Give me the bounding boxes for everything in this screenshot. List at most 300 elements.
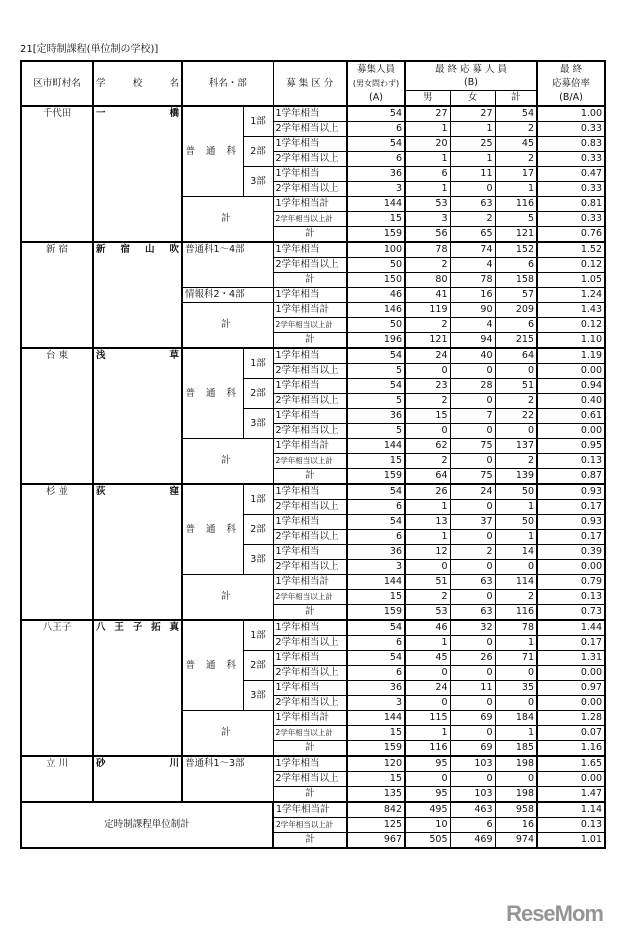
cell-total: 14 — [495, 544, 537, 559]
cell-ratio: 0.00 — [537, 665, 605, 680]
cell-ratio: 1.44 — [537, 620, 605, 636]
cell-capacity: 5 — [347, 423, 405, 438]
category-label: 1学年相当 — [273, 650, 347, 665]
cell-capacity: 36 — [347, 166, 405, 181]
cell-male: 24 — [405, 348, 450, 364]
school-name-char: 吹 — [169, 243, 179, 255]
cell-ratio: 0.93 — [537, 484, 605, 500]
category-label: 2学年相当以上 — [273, 665, 347, 680]
cell-female: 0 — [450, 529, 495, 544]
category-label: 1学年相当 — [273, 378, 347, 393]
cell-capacity: 144 — [347, 574, 405, 589]
cell-total: 2 — [495, 453, 537, 468]
cell-capacity: 6 — [347, 665, 405, 680]
category-label: 計 — [273, 272, 347, 287]
cell-capacity: 6 — [347, 499, 405, 514]
cell-capacity: 15 — [347, 453, 405, 468]
school-name-char: 王 — [114, 621, 124, 633]
cell-ratio: 0.12 — [537, 317, 605, 332]
school-name-char: 砂 — [96, 757, 106, 769]
category-label: 2学年相当以上 — [273, 499, 347, 514]
school-name-char: 川 — [169, 757, 179, 769]
header-district: 区市町村名 — [21, 61, 93, 106]
course-name: 普 通 科 — [182, 348, 243, 439]
school-name — [93, 106, 182, 242]
part-name: 3部 — [243, 680, 273, 710]
school-name-char: 学 — [96, 77, 106, 89]
cell-ratio: 1.00 — [537, 106, 605, 122]
cell-female: 0 — [450, 695, 495, 710]
cell-capacity: 159 — [347, 604, 405, 620]
school-name-char: 橋 — [169, 107, 179, 119]
cell-capacity: 15 — [347, 771, 405, 786]
cell-female: 0 — [450, 635, 495, 650]
category-label: 1学年相当 — [273, 287, 347, 302]
cell-ratio: 0.13 — [537, 589, 605, 604]
cell-female: 11 — [450, 166, 495, 181]
cell-ratio: 1.16 — [537, 740, 605, 756]
table-row — [21, 484, 605, 500]
cell-female: 0 — [450, 725, 495, 740]
cell-male: 6 — [405, 166, 450, 181]
cell-ratio: 1.52 — [537, 242, 605, 258]
category-label: 1学年相当 — [273, 544, 347, 559]
cell-total: 958 — [495, 802, 537, 818]
school-name — [93, 756, 182, 802]
cell-female: 63 — [450, 604, 495, 620]
school-name-char: 八 — [96, 621, 106, 633]
cell-male: 1 — [405, 529, 450, 544]
cell-capacity: 46 — [347, 287, 405, 302]
cell-female: 2 — [450, 211, 495, 226]
cell-capacity: 135 — [347, 786, 405, 802]
cell-male: 23 — [405, 378, 450, 393]
cell-male: 45 — [405, 650, 450, 665]
part-name: 2部 — [243, 136, 273, 166]
category-label: 2学年相当以上 — [273, 151, 347, 166]
school-name-char: 宿 — [120, 243, 130, 255]
cell-total: 35 — [495, 680, 537, 695]
cell-ratio: 0.17 — [537, 529, 605, 544]
cell-total: 50 — [495, 484, 537, 500]
header-school — [93, 61, 182, 106]
table-row — [21, 348, 605, 364]
table-body — [21, 106, 605, 848]
cell-total: 0 — [495, 695, 537, 710]
cell-total: 51 — [495, 378, 537, 393]
cell-total: 0 — [495, 363, 537, 378]
cell-male: 2 — [405, 589, 450, 604]
cell-capacity: 50 — [347, 317, 405, 332]
cell-male: 12 — [405, 544, 450, 559]
course-name: 計 — [182, 574, 273, 620]
cell-male: 2 — [405, 393, 450, 408]
category-label: 1学年相当 — [273, 514, 347, 529]
cell-total: 0 — [495, 665, 537, 680]
cell-male: 0 — [405, 665, 450, 680]
cell-capacity: 146 — [347, 302, 405, 317]
cell-female: 0 — [450, 589, 495, 604]
cell-male: 24 — [405, 680, 450, 695]
category-label: 1学年相当 — [273, 348, 347, 364]
cell-male: 10 — [405, 817, 450, 832]
cell-ratio: 0.07 — [537, 725, 605, 740]
cell-female: 0 — [450, 363, 495, 378]
cell-female: 7 — [450, 408, 495, 423]
cell-female: 4 — [450, 257, 495, 272]
district-name: 八王子 — [21, 620, 93, 756]
category-label: 1学年相当計 — [273, 574, 347, 589]
school-name-char: 子 — [132, 621, 143, 633]
cell-female: 11 — [450, 680, 495, 695]
cell-ratio: 0.00 — [537, 559, 605, 574]
category-label: 2学年相当以上 — [273, 257, 347, 272]
cell-male: 95 — [405, 756, 450, 772]
cell-total: 16 — [495, 817, 537, 832]
school-name — [93, 484, 182, 620]
header-female: 女 — [450, 90, 495, 106]
cell-female: 28 — [450, 378, 495, 393]
cell-capacity: 196 — [347, 332, 405, 348]
part-name: 3部 — [243, 166, 273, 196]
course-name: 普通科1～3部 — [182, 756, 273, 802]
school-name-text — [96, 107, 179, 120]
district-name: 立 川 — [21, 756, 93, 802]
cell-female: 32 — [450, 620, 495, 636]
school-name-char: 真 — [169, 621, 179, 633]
cell-ratio: 1.28 — [537, 710, 605, 725]
course-name: 計 — [182, 710, 273, 756]
category-label: 2学年相当以上 — [273, 635, 347, 650]
category-label: 1学年相当 — [273, 680, 347, 695]
cell-ratio: 1.43 — [537, 302, 605, 317]
cell-female: 69 — [450, 710, 495, 725]
header-capacity: 募集人員 — [347, 61, 405, 76]
cell-male: 495 — [405, 802, 450, 818]
cell-capacity: 50 — [347, 257, 405, 272]
cell-ratio: 0.13 — [537, 453, 605, 468]
table-row — [21, 756, 605, 772]
category-label: 2学年相当以上 — [273, 559, 347, 574]
cell-ratio: 0.00 — [537, 423, 605, 438]
course-name: 普通科1～4部 — [182, 242, 273, 288]
cell-total: 137 — [495, 438, 537, 453]
course-name: 計 — [182, 302, 273, 348]
part-name: 3部 — [243, 408, 273, 438]
cell-total: 1 — [495, 635, 537, 650]
cell-ratio: 1.10 — [537, 332, 605, 348]
cell-total: 184 — [495, 710, 537, 725]
cell-male: 20 — [405, 136, 450, 151]
cell-male: 0 — [405, 363, 450, 378]
cell-female: 4 — [450, 317, 495, 332]
header-ratio-2: 応募倍率 — [537, 76, 605, 90]
category-label: 1学年相当 — [273, 166, 347, 181]
cell-female: 1 — [450, 151, 495, 166]
cell-total: 2 — [495, 151, 537, 166]
table-row — [21, 242, 605, 258]
cell-male: 0 — [405, 559, 450, 574]
cell-ratio: 0.12 — [537, 257, 605, 272]
cell-ratio: 0.33 — [537, 181, 605, 196]
cell-female: 0 — [450, 453, 495, 468]
cell-ratio: 1.24 — [537, 287, 605, 302]
cell-male: 119 — [405, 302, 450, 317]
category-label: 2学年相当以上 — [273, 121, 347, 136]
header-male: 男 — [405, 90, 450, 106]
cell-capacity: 36 — [347, 408, 405, 423]
cell-female: 0 — [450, 559, 495, 574]
school-name-char: 一 — [96, 107, 106, 119]
cell-total: 6 — [495, 317, 537, 332]
cell-total: 974 — [495, 832, 537, 848]
cell-capacity: 3 — [347, 181, 405, 196]
category-label: 1学年相当 — [273, 484, 347, 500]
category-label: 計 — [273, 786, 347, 802]
cell-ratio: 1.65 — [537, 756, 605, 772]
cell-ratio: 0.39 — [537, 544, 605, 559]
cell-capacity: 6 — [347, 121, 405, 136]
category-label: 1学年相当 — [273, 242, 347, 258]
school-name-text — [96, 349, 179, 362]
category-label: 2学年相当以上 — [273, 771, 347, 786]
cell-male: 64 — [405, 468, 450, 484]
cell-total: 152 — [495, 242, 537, 258]
cell-ratio: 0.33 — [537, 211, 605, 226]
cell-capacity: 6 — [347, 151, 405, 166]
cell-female: 75 — [450, 438, 495, 453]
category-label: 1学年相当 — [273, 136, 347, 151]
category-label: 計 — [273, 332, 347, 348]
cell-total: 1 — [495, 499, 537, 514]
cell-total: 17 — [495, 166, 537, 181]
grand-total-label: 定時制課程単位制計 — [21, 802, 273, 848]
cell-capacity: 150 — [347, 272, 405, 287]
cell-capacity: 54 — [347, 620, 405, 636]
cell-capacity: 54 — [347, 378, 405, 393]
cell-capacity: 144 — [347, 196, 405, 211]
cell-capacity: 15 — [347, 589, 405, 604]
header-capacity-note: (男女問わず) — [347, 76, 405, 90]
cell-female: 0 — [450, 393, 495, 408]
district-name: 台 東 — [21, 348, 93, 484]
category-label: 1学年相当 — [273, 756, 347, 772]
category-label: 1学年相当計 — [273, 438, 347, 453]
cell-total: 185 — [495, 740, 537, 756]
header-total: 計 — [495, 90, 537, 106]
cell-total: 64 — [495, 348, 537, 364]
cell-total: 114 — [495, 574, 537, 589]
cell-ratio: 0.93 — [537, 514, 605, 529]
cell-capacity: 54 — [347, 106, 405, 122]
cell-ratio: 0.17 — [537, 635, 605, 650]
part-name: 1部 — [243, 106, 273, 137]
cell-female: 65 — [450, 226, 495, 242]
header-applicants-b: (B) — [464, 76, 478, 88]
cell-total: 121 — [495, 226, 537, 242]
cell-capacity: 159 — [347, 740, 405, 756]
cell-total: 0 — [495, 771, 537, 786]
cell-female: 2 — [450, 544, 495, 559]
cell-ratio: 1.01 — [537, 832, 605, 848]
cell-capacity: 6 — [347, 635, 405, 650]
cell-male: 0 — [405, 423, 450, 438]
cell-capacity: 967 — [347, 832, 405, 848]
cell-male: 27 — [405, 106, 450, 122]
category-label: 2学年相当以上計 — [273, 211, 347, 226]
cell-ratio: 0.79 — [537, 574, 605, 589]
cell-female: 0 — [450, 499, 495, 514]
school-name-char: 荻 — [96, 485, 106, 497]
cell-ratio: 0.17 — [537, 499, 605, 514]
cell-ratio: 1.05 — [537, 272, 605, 287]
school-name-char: 山 — [144, 243, 155, 255]
cell-female: 103 — [450, 786, 495, 802]
cell-ratio: 0.97 — [537, 680, 605, 695]
course-name: 普 通 科 — [182, 620, 243, 711]
part-name: 1部 — [243, 620, 273, 651]
category-label: 1学年相当計 — [273, 196, 347, 211]
part-name: 3部 — [243, 544, 273, 574]
school-name — [93, 620, 182, 756]
cell-capacity: 3 — [347, 695, 405, 710]
cell-male: 15 — [405, 408, 450, 423]
category-label: 2学年相当以上 — [273, 181, 347, 196]
cell-total: 45 — [495, 136, 537, 151]
category-label: 2学年相当以上 — [273, 423, 347, 438]
cell-capacity: 54 — [347, 348, 405, 364]
school-name-text — [96, 621, 179, 634]
cell-male: 115 — [405, 710, 450, 725]
cell-ratio: 0.94 — [537, 378, 605, 393]
table-title: 21[定時制課程(単位制の学校)] — [20, 44, 159, 55]
cell-male: 13 — [405, 514, 450, 529]
school-name-char: 校 — [132, 77, 143, 89]
cell-capacity: 120 — [347, 756, 405, 772]
cell-ratio: 1.14 — [537, 802, 605, 818]
cell-female: 24 — [450, 484, 495, 500]
cell-capacity: 5 — [347, 363, 405, 378]
category-label: 2学年相当以上 — [273, 393, 347, 408]
cell-female: 90 — [450, 302, 495, 317]
cell-male: 1 — [405, 725, 450, 740]
category-label: 1学年相当 — [273, 408, 347, 423]
cell-ratio: 0.13 — [537, 817, 605, 832]
school-name-text — [96, 243, 179, 256]
school-name-char: 浅 — [96, 349, 106, 361]
cell-female: 16 — [450, 287, 495, 302]
category-label: 1学年相当 — [273, 106, 347, 122]
resemom-watermark-logo: ReseMom — [506, 901, 603, 926]
cell-female: 69 — [450, 740, 495, 756]
cell-female: 37 — [450, 514, 495, 529]
cell-ratio: 0.00 — [537, 771, 605, 786]
cell-capacity: 125 — [347, 817, 405, 832]
school-name-char: 名 — [169, 77, 179, 89]
cell-female: 1 — [450, 121, 495, 136]
course-name: 普 通 科 — [182, 484, 243, 575]
cell-capacity: 54 — [347, 514, 405, 529]
category-label: 2学年相当以上計 — [273, 725, 347, 740]
school-name — [93, 348, 182, 484]
cell-male: 2 — [405, 453, 450, 468]
cell-ratio: 0.40 — [537, 393, 605, 408]
cell-ratio: 0.33 — [537, 151, 605, 166]
cell-total: 71 — [495, 650, 537, 665]
category-label: 2学年相当以上計 — [273, 817, 347, 832]
category-label: 計 — [273, 740, 347, 756]
cell-ratio: 1.19 — [537, 348, 605, 364]
cell-total: 0 — [495, 559, 537, 574]
header-ratio-3: (B/A) — [537, 90, 605, 106]
header-capacity-a: (A) — [347, 90, 405, 106]
cell-male: 1 — [405, 121, 450, 136]
cell-male: 1 — [405, 499, 450, 514]
cell-male: 95 — [405, 786, 450, 802]
cell-female: 75 — [450, 468, 495, 484]
table-row — [21, 620, 605, 636]
part-name: 2部 — [243, 514, 273, 544]
category-label: 2学年相当以上計 — [273, 589, 347, 604]
cell-male: 3 — [405, 211, 450, 226]
school-name-text — [96, 485, 179, 498]
part-name: 1部 — [243, 348, 273, 379]
school-name-char: 新 — [96, 243, 106, 255]
category-label: 1学年相当計 — [273, 802, 347, 818]
cell-female: 0 — [450, 771, 495, 786]
cell-male: 2 — [405, 317, 450, 332]
cell-capacity: 6 — [347, 529, 405, 544]
cell-male: 26 — [405, 484, 450, 500]
cell-female: 63 — [450, 574, 495, 589]
cell-ratio: 0.76 — [537, 226, 605, 242]
cell-capacity: 36 — [347, 680, 405, 695]
cell-ratio: 0.00 — [537, 363, 605, 378]
cell-ratio: 0.83 — [537, 136, 605, 151]
cell-capacity: 159 — [347, 226, 405, 242]
cell-female: 0 — [450, 181, 495, 196]
cell-capacity: 36 — [347, 544, 405, 559]
category-label: 1学年相当計 — [273, 710, 347, 725]
cell-capacity: 54 — [347, 650, 405, 665]
cell-total: 0 — [495, 423, 537, 438]
cell-total: 22 — [495, 408, 537, 423]
cell-capacity: 100 — [347, 242, 405, 258]
cell-total: 116 — [495, 196, 537, 211]
cell-total: 78 — [495, 620, 537, 636]
cell-male: 56 — [405, 226, 450, 242]
cell-male: 41 — [405, 287, 450, 302]
cell-total: 1 — [495, 725, 537, 740]
cell-capacity: 5 — [347, 393, 405, 408]
cell-total: 2 — [495, 393, 537, 408]
category-label: 2学年相当以上 — [273, 363, 347, 378]
cell-female: 0 — [450, 665, 495, 680]
course-name: 普 通 科 — [182, 106, 243, 197]
cell-total: 6 — [495, 257, 537, 272]
cell-female: 74 — [450, 242, 495, 258]
cell-male: 51 — [405, 574, 450, 589]
cell-capacity: 842 — [347, 802, 405, 818]
category-label: 1学年相当 — [273, 620, 347, 636]
cell-capacity: 144 — [347, 710, 405, 725]
cell-female: 26 — [450, 650, 495, 665]
cell-female: 6 — [450, 817, 495, 832]
district-name: 新 宿 — [21, 242, 93, 348]
header-ratio-1: 最 終 — [537, 61, 605, 76]
part-name: 1部 — [243, 484, 273, 515]
cell-male: 1 — [405, 635, 450, 650]
